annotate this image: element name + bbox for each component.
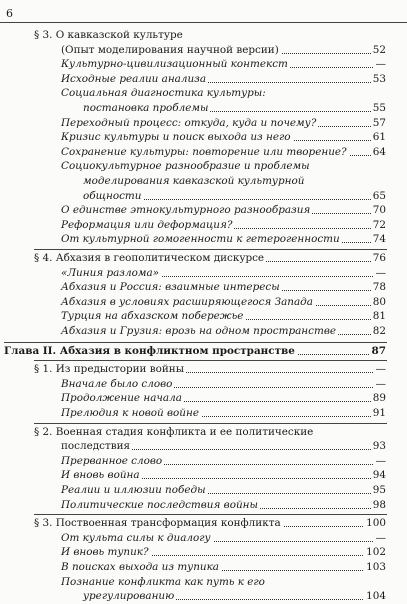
toc-entry-title: Продолжение начала: [61, 392, 182, 405]
toc-entry: [0, 560, 407, 575]
toc-entry-page: 89: [372, 392, 386, 405]
section-rule: [4, 342, 387, 343]
toc-entry: [0, 101, 407, 116]
toc-entry: [0, 72, 407, 87]
toc-entry: [0, 159, 407, 174]
toc-entry-title: Познание конфликта как путь к его: [61, 575, 265, 588]
toc-entry-page: 65: [372, 189, 386, 202]
toc-entry: [0, 545, 407, 560]
toc-entry: [0, 362, 407, 377]
toc-entry: [0, 498, 407, 513]
section-rule: [34, 360, 387, 361]
toc-entry: [0, 280, 407, 295]
toc-entry-page: 64: [372, 145, 386, 158]
toc-entry-title: Политические последствия войны: [61, 498, 258, 511]
toc-entry-title: Вначале было слово: [61, 377, 173, 390]
toc-entry-title: Абхазия в условиях расширяющегося Запада: [61, 295, 313, 308]
toc-entry-page: —: [375, 454, 386, 467]
toc-entry-title: § 4. Абхазия в геополитическом дискурсе: [34, 252, 265, 264]
toc-entry-page: —: [375, 266, 386, 279]
toc-entry-page: —: [375, 363, 386, 376]
toc-entry-title: § 2. Военная стадия конфликта и ее политические: [34, 425, 314, 438]
toc-entry-page: 93: [372, 440, 386, 453]
toc-entry-page: —: [375, 377, 386, 390]
toc-entry-title: Кризис культуры и поиск выхода из него: [61, 131, 291, 144]
toc-entry-title: Социокультурное разнообразие и проблемы: [61, 160, 310, 173]
toc-entry: [0, 516, 407, 531]
toc-entry-title: И вновь война: [61, 469, 140, 482]
toc-entry-page: 104: [366, 590, 386, 603]
toc-entry-title: Турция на абхазском побережье: [61, 310, 244, 323]
toc-entry: [0, 266, 407, 281]
toc-entry-title: От культурной гомогенности к гетерогенности: [61, 233, 340, 246]
toc-entry-page: 72: [372, 218, 386, 231]
toc-entry: [0, 43, 407, 58]
toc-entry-title: § 1. Из предыстории войны: [34, 363, 184, 376]
toc-entry-page: 57: [372, 116, 386, 129]
toc-entry: [0, 391, 407, 406]
toc-entry: [0, 57, 407, 72]
toc-entry-title: В поисках выхода из тупика: [61, 561, 219, 573]
toc-entry: [0, 251, 407, 266]
toc-entry-page: 100: [366, 517, 386, 530]
toc-entry-page: 102: [366, 546, 386, 559]
toc-entry: [0, 174, 407, 189]
toc-entry: [0, 232, 407, 247]
toc-entry-page: —: [375, 531, 386, 544]
toc-entry: [0, 28, 407, 43]
toc-entry-title: общности: [83, 189, 142, 202]
toc-entry: [0, 589, 407, 604]
toc-entry-title: О единстве этнокультурного разнообразия: [61, 204, 311, 217]
toc-entry: [0, 454, 407, 469]
toc-entry-page: 98: [372, 498, 386, 511]
toc-entry-title: урегулированию: [83, 590, 175, 603]
toc-entry-page: 94: [372, 469, 386, 482]
section-rule: [34, 514, 387, 515]
toc-entry-title: Реформация или деформация?: [61, 218, 233, 231]
toc-entry: [0, 344, 407, 359]
toc-entry-title: Абхазия и Россия: взаимные интересы: [61, 281, 280, 294]
section-rule: [34, 423, 387, 424]
toc-entry: [0, 324, 407, 339]
toc-entry-title: И вновь тупик?: [61, 546, 149, 559]
toc-entry: [0, 145, 407, 160]
page-number: 6: [6, 7, 13, 20]
toc-entry-title: Глава II. Абхазия в конфликтном пространстве: [4, 344, 295, 357]
toc-entry-page: 82: [372, 325, 386, 337]
section-rule: [34, 249, 387, 250]
toc-entry: [0, 439, 407, 454]
toc-entry-title: Социальная диагностика культуры:: [61, 87, 266, 100]
toc-entry-title: последствия: [61, 440, 131, 453]
toc-entry-title: Реалии и иллюзии победы: [61, 484, 206, 496]
toc-entry-page: 76: [372, 252, 386, 264]
toc-entry-page: 55: [372, 102, 386, 114]
toc-entry-title: Сохранение культуры: повторение или творение?: [61, 145, 347, 158]
toc-entry-title: Прерванное слово: [61, 454, 163, 467]
toc-entry: [0, 86, 407, 101]
toc-entry: [0, 130, 407, 145]
toc-entry: [0, 377, 407, 392]
toc-entry: [0, 116, 407, 131]
toc-entry-page: 70: [372, 204, 386, 217]
toc-entry-page: 53: [372, 72, 386, 85]
toc-entry-page: 103: [366, 561, 386, 573]
toc-entry-title: § 3. О кавказской культуре: [34, 29, 183, 41]
table-of-contents: [0, 28, 407, 603]
toc-entry: [0, 425, 407, 440]
toc-entry: [0, 406, 407, 421]
toc-entry: [0, 483, 407, 498]
toc-entry: [0, 531, 407, 546]
toc-entry-title: § 3. Поствоенная трансформация конфликта: [34, 517, 281, 530]
toc-entry-title: Переходный процесс: откуда, куда и почему?: [61, 116, 317, 129]
toc-entry: [0, 468, 407, 483]
toc-entry-title: Культурно-цивилизационный контекст: [61, 58, 288, 71]
toc-entry: [0, 218, 407, 233]
toc-entry-page: 61: [372, 131, 386, 144]
toc-entry-title: Абхазия и Грузия: врозь на одном пространстве: [61, 325, 337, 337]
toc-entry: [0, 309, 407, 324]
toc-entry: [0, 189, 407, 204]
toc-entry-page: 87: [371, 344, 386, 357]
toc-entry-page: 95: [372, 484, 386, 496]
toc-entry: [0, 575, 407, 590]
toc-entry-title: (Опыт моделирования научной версии): [61, 43, 279, 56]
toc-entry-title: «Линия разлома»: [61, 266, 159, 279]
toc-entry-page: 81: [372, 310, 386, 323]
toc-entry-title: Исходные реалии анализа: [61, 72, 207, 85]
toc-entry: [0, 295, 407, 310]
toc-entry-page: 74: [372, 233, 386, 246]
toc-entry-page: 80: [372, 295, 386, 308]
toc-entry: [0, 203, 407, 218]
toc-entry-page: 52: [372, 43, 386, 56]
header-rule: [0, 22, 407, 23]
toc-entry-title: Прелюдия к новой войне: [61, 407, 199, 419]
toc-entry-title: От культа силы к диалогу: [61, 531, 211, 544]
toc-entry-page: —: [375, 58, 386, 71]
toc-entry-page: 91: [372, 407, 386, 419]
toc-entry-page: 78: [372, 281, 386, 294]
toc-entry-title: моделирования кавказской культурной: [83, 175, 305, 187]
toc-entry-title: постановка проблемы: [83, 102, 209, 114]
